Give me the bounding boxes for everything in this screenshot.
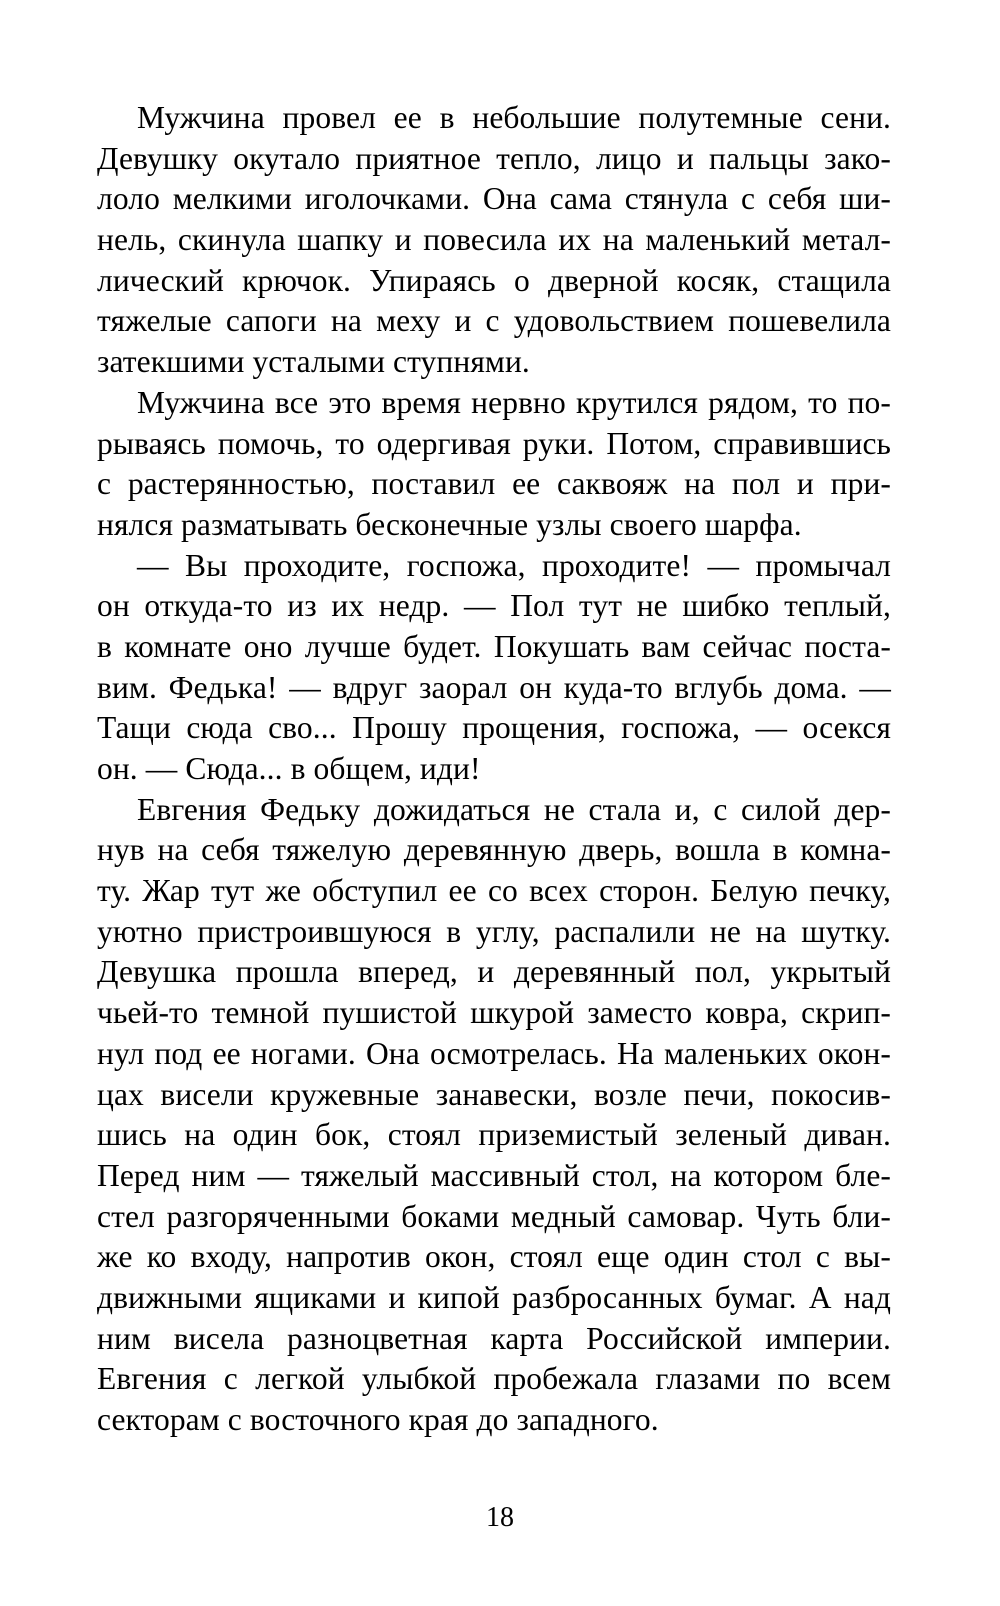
text-line: нялся разматывать бесконечные узлы своего шарфа. <box>97 506 802 542</box>
text-line: вим. Федька! — вдруг заорал он куда-то вглубь дома. — <box>97 669 891 705</box>
text-line: движными ящиками и кипой разбросанных бумаг. А над <box>97 1279 891 1315</box>
text-line: Мужчина все это время нервно крутился рядом, то по- <box>137 384 891 420</box>
text-line: Евгения Федьку дожидаться не стала и, с силой дер- <box>137 791 891 827</box>
text-line: затекшими усталыми ступнями. <box>97 344 530 380</box>
text-line: стел разгоряченными боками медный самовар. Чуть бли- <box>97 1198 891 1234</box>
text-line: он откуда-то из их недр. — Пол тут не шибко теплый, <box>97 588 891 624</box>
text-line: чьей-то темной пушистой шкурой заместо ковра, скрип- <box>97 995 891 1031</box>
body-text <box>97 98 891 1441</box>
text-line: нель, скинула шапку и повесила их на маленький метал- <box>97 222 891 258</box>
text-line: же ко входу, напротив окон, стоял еще один стол с вы- <box>97 1239 891 1275</box>
text-line: с растерянностью, поставил ее саквояж на пол и при- <box>97 466 891 502</box>
text-line: — Вы проходите, госпожа, проходите! — промычал <box>137 547 891 583</box>
text-line: секторам с восточного края до западного. <box>97 1402 659 1437</box>
text-line: тяжелые сапоги на меху и с удовольствием пошевелила <box>97 303 891 339</box>
text-line: Девушку окутало приятное тепло, лицо и пальцы зако- <box>97 140 891 176</box>
text-line: в комнате оно лучше будет. Покушать вам сейчас поста- <box>97 628 891 664</box>
text-line: Перед ним — тяжелый массивный стол, на котором бле- <box>97 1157 891 1193</box>
text-line: ним висела разноцветная карта Российской империи. <box>97 1320 891 1356</box>
page-number: 18 <box>486 1502 514 1533</box>
text-line: Тащи сюда сво... Прошу прощения, госпожа, — осекся <box>97 710 891 746</box>
text-line: Мужчина провел ее в небольшие полутемные сени. <box>137 100 891 135</box>
text-line: Девушка прошла вперед, и деревянный пол, укрытый <box>97 954 891 990</box>
text-line: он. — Сюда... в общем, иди! <box>97 751 481 786</box>
text-line: лоло мелкими иголочками. Она сама стянула с себя ши- <box>97 181 891 217</box>
text-line: ту. Жар тут же обступил ее со всех сторон. Белую печку, <box>97 873 891 909</box>
text-line: рываясь помочь, то одергивая руки. Потом, справившись <box>97 425 891 461</box>
text-line: цах висели кружевные занавески, возле печи, покосив- <box>97 1076 891 1112</box>
text-line: Евгения с легкой улыбкой пробежала глазами по всем <box>97 1361 891 1397</box>
text-line: уютно пристроившуюся в углу, распалили не на шутку. <box>97 913 891 949</box>
text-line: нул под ее ногами. Она осмотрелась. На маленьких окон- <box>97 1035 891 1071</box>
text-line: лический крючок. Упираясь о дверной косяк, стащила <box>97 262 891 298</box>
text-line: шись на один бок, стоял приземистый зеленый диван. <box>97 1117 891 1153</box>
text-line: нув на себя тяжелую деревянную дверь, вошла в комна- <box>97 832 891 868</box>
